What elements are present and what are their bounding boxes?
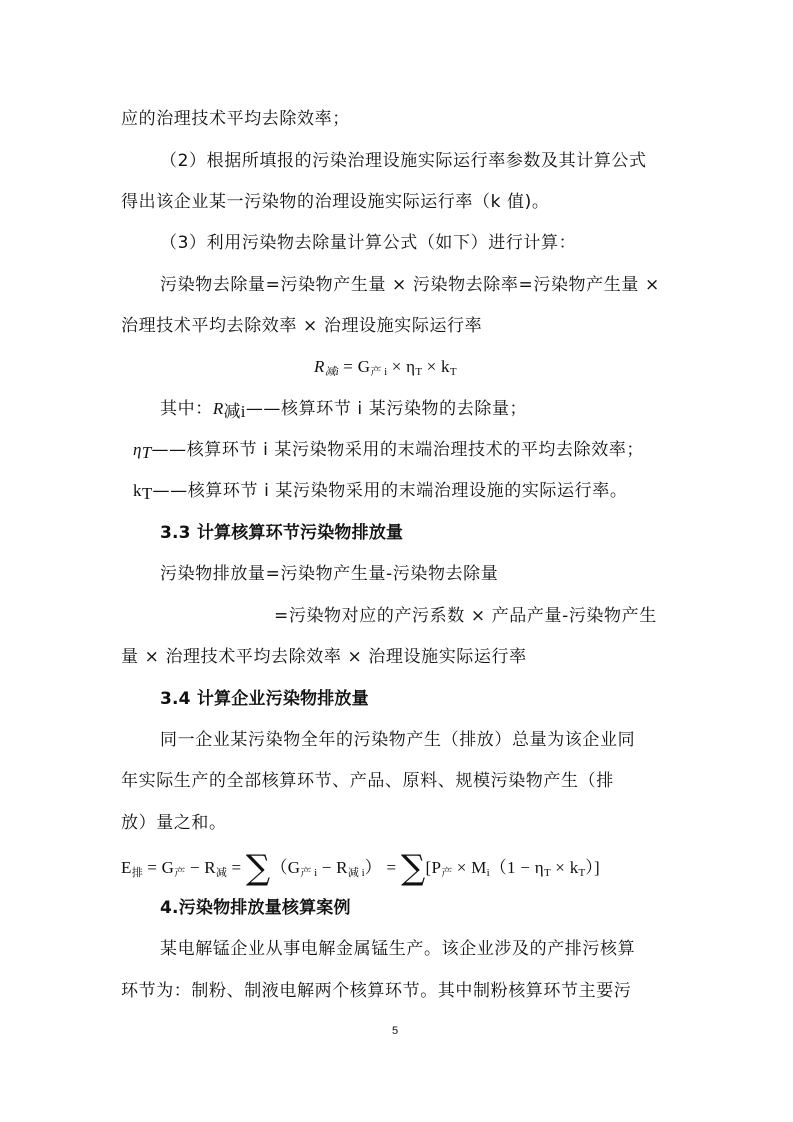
formula-text: − R: [185, 858, 216, 877]
text-line: 治理技术平均去除效率 × 治理设施实际运行率: [121, 316, 483, 336]
text-line: （2）根据所填报的污染治理设施实际运行率参数及其计算公式: [160, 151, 647, 171]
formula-text: ）]: [585, 858, 601, 877]
formula-subscript: T: [141, 443, 152, 462]
formula-text: （1 − η: [489, 858, 544, 877]
definition-text: ——核算环节 i 某污染物采用的末端治理技术的平均去除效率；: [151, 440, 645, 460]
formula-subscript: 减 i: [347, 867, 365, 879]
text-line: 污染物去除量=污染物产生量 × 污染物去除率=污染物产生量 ×: [160, 275, 660, 295]
formula-symbol: E: [121, 858, 132, 877]
formula-text: [P: [425, 858, 442, 877]
formula-text: × M: [452, 858, 487, 877]
sum-icon: ∑: [400, 848, 426, 888]
text-line: （3）利用污染物去除量计算公式（如下）进行计算：: [160, 233, 577, 253]
formula-subscript: T: [543, 867, 551, 879]
formula-subscript: i: [486, 867, 490, 879]
formula-text: − R: [317, 858, 348, 877]
section-heading: 4.污染物排放量核算案例: [160, 898, 351, 918]
text-line: 放）量之和。: [121, 813, 227, 833]
formula-subscript: 减i: [223, 402, 246, 421]
formula-text: = G: [142, 858, 175, 877]
formula-subscript: 产 i: [370, 366, 388, 378]
formula-subscript: T: [449, 366, 457, 378]
formula-removal: [314, 356, 457, 383]
text-line: 同一企业某污染物全年的污染物产生（排放）总量为该企业同: [160, 730, 636, 750]
definition-prefix: 其中：: [160, 399, 213, 419]
text-line: 污染物排放量=污染物产生量-污染物去除量: [160, 564, 499, 584]
definition-line: [160, 398, 527, 423]
formula-symbol: R: [314, 357, 325, 376]
formula-subscript: 产: [174, 867, 186, 879]
formula-symbol: R: [212, 399, 224, 418]
formula-subscript: T: [141, 484, 153, 503]
text-line: 量 × 治理技术平均去除效率 × 治理设施实际运行率: [121, 647, 527, 667]
formula-subscript: 产 i: [300, 867, 318, 879]
definition-line: [133, 439, 644, 464]
formula-text: × k: [550, 858, 579, 877]
formula-symbol: k: [133, 481, 142, 500]
section-heading: 3.4 计算企业污染物排放量: [160, 689, 369, 709]
text-line: 环节为：制粉、制液电解两个核算环节。其中制粉核算环节主要污: [121, 981, 632, 1001]
formula-subscript: 排: [131, 867, 143, 879]
formula-text: × η: [387, 357, 416, 376]
page-number: 5: [392, 1025, 399, 1037]
text-line: 年实际生产的全部核算环节、产品、原料、规模污染物产生（排: [121, 771, 614, 791]
formula-text: × k: [422, 357, 450, 376]
formula-text: =: [226, 858, 246, 877]
sum-icon: ∑: [245, 848, 271, 888]
formula-subscript: 减i: [324, 366, 339, 378]
definition-text: ——核算环节 i 某污染物采用的末端治理设施的实际运行率。: [152, 481, 628, 501]
section-heading: 3.3 计算核算环节污染物排放量: [160, 523, 404, 543]
formula-subscript: 产: [441, 867, 453, 879]
formula-text: （G: [270, 858, 301, 877]
definition-text: ——核算环节 i 某污染物的去除量；: [245, 399, 528, 419]
text-line: 某电解锰企业从事电解金属锰生产。该企业涉及的产排污核算: [160, 939, 636, 959]
definition-line: [133, 480, 627, 505]
formula-text: = G: [338, 357, 371, 376]
formula-subscript: T: [415, 366, 423, 378]
text-line: =污染物对应的产污系数 × 产品产量-污染物产生: [274, 606, 657, 626]
formula-subscript: 减: [215, 867, 227, 879]
text-line: 得出该企业某一污染物的治理设施实际运行率（k 值)。: [121, 192, 550, 212]
text-line: 应的治理技术平均去除效率；: [121, 109, 350, 129]
formula-emission: [121, 848, 601, 888]
formula-symbol: η: [133, 440, 142, 459]
formula-text: ） =: [364, 858, 401, 877]
formula-subscript: T: [578, 867, 586, 879]
